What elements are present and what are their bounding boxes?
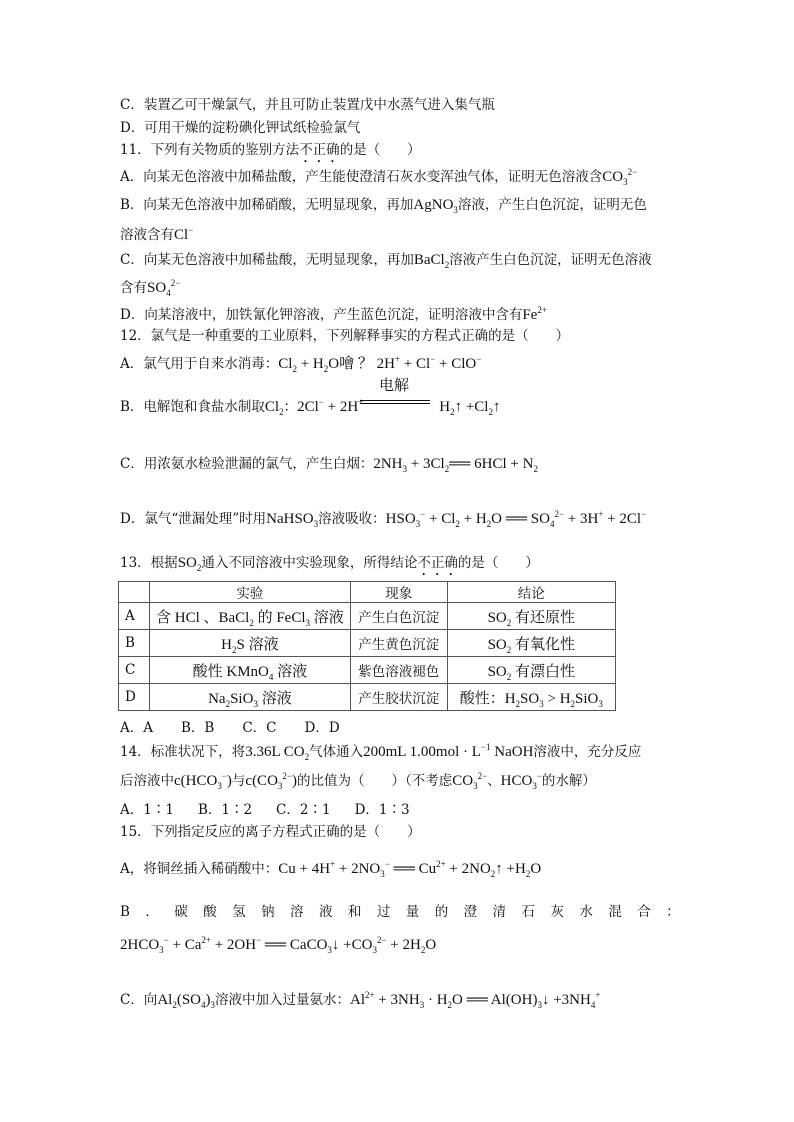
table-row xyxy=(119,684,616,711)
phenomenon-cell: 产生胶状沉淀 xyxy=(350,684,447,711)
superscript: + xyxy=(598,509,604,519)
text-span: AgNO xyxy=(413,197,454,213)
text-span: 含有 xyxy=(120,280,147,296)
superscript: 2− xyxy=(376,935,387,945)
text-span xyxy=(413,197,458,213)
text-span: 混 xyxy=(608,904,622,920)
phenomenon-cell: 产生白色沉淀 xyxy=(350,603,447,630)
subscript: 2 xyxy=(444,260,450,270)
option-label: B．B xyxy=(181,720,215,736)
subscript: 2 xyxy=(304,752,310,762)
subscript: 2 xyxy=(450,407,455,417)
subscript: 2 xyxy=(196,563,202,573)
text-span: ↑ +H xyxy=(495,861,526,877)
superscript: − xyxy=(420,509,426,519)
text-span: 后溶液中 xyxy=(120,773,174,789)
text-span: Cu + 4H xyxy=(278,861,331,877)
text-span xyxy=(245,773,297,789)
text-span: O xyxy=(328,356,340,372)
text-span: O xyxy=(530,861,542,877)
subscript: 2 xyxy=(420,945,426,955)
conclusion-cell xyxy=(447,603,615,630)
text-span xyxy=(174,227,193,243)
text-span: + Cl xyxy=(400,356,431,372)
superscript: − xyxy=(384,859,390,869)
subscript: 2 xyxy=(279,407,284,417)
table-row xyxy=(119,630,616,657)
subscript: 3 xyxy=(277,781,283,791)
text-span: CO xyxy=(602,169,624,185)
subscript: 2 xyxy=(488,407,493,417)
conclusion-cell xyxy=(447,657,615,684)
text-span xyxy=(439,399,500,415)
text-span: ↑ xyxy=(492,399,501,415)
superscript: − xyxy=(318,397,324,407)
text-span: 的是（ ） xyxy=(339,142,421,158)
text-span: 灰 xyxy=(550,904,564,920)
option-label: D．D xyxy=(304,720,340,736)
text-span: + 3H xyxy=(564,511,599,527)
text-span: + Ca xyxy=(168,937,202,953)
subscript: 2 xyxy=(525,869,531,879)
text-span: 过 xyxy=(376,904,391,920)
text-span: + H xyxy=(296,356,324,372)
text-span: ． xyxy=(145,904,159,920)
row-label: D xyxy=(119,684,150,711)
text-span: 溶液含有 xyxy=(120,227,174,243)
option-10c xyxy=(120,95,495,115)
text-span: c(HCO xyxy=(174,773,218,789)
text-span: 澄 xyxy=(463,904,478,920)
conclusion-cell xyxy=(447,684,615,711)
text-span: 溶液吸收： xyxy=(318,511,386,527)
text-span: ： xyxy=(666,904,680,920)
option-label: D．1∶3 xyxy=(354,802,410,818)
subscript: 2 xyxy=(172,1000,177,1010)
superscript: 2− xyxy=(170,278,181,288)
row-label: A xyxy=(119,603,150,630)
spread-text xyxy=(120,902,680,922)
text-span: SO xyxy=(487,609,507,626)
question-14-options xyxy=(120,800,410,820)
text-span: 合 xyxy=(637,904,651,920)
text-span: SiO xyxy=(575,690,599,707)
text-span: ↓ +3NH xyxy=(541,992,591,1008)
text-span: 的 FeCl xyxy=(253,609,306,626)
text-span: 液 xyxy=(318,904,333,920)
subscript: 2 xyxy=(506,617,512,628)
text-span: 溶液中，充分反应 xyxy=(533,744,642,760)
text-span: 2Cl xyxy=(297,399,319,415)
question-12-stem xyxy=(120,326,569,346)
text-span xyxy=(278,861,541,877)
text-span: SiO xyxy=(230,690,254,707)
superscript: −1 xyxy=(480,742,491,752)
text-span: + 2OH xyxy=(210,937,257,953)
text-span: SO xyxy=(147,280,167,296)
question-15-stem xyxy=(120,822,421,842)
text-span: 碳 xyxy=(174,904,188,920)
subscript: 2 xyxy=(515,698,521,709)
subscript: 3 xyxy=(402,464,408,474)
text-span: 、 xyxy=(487,773,501,789)
subscript: 4 xyxy=(590,1000,596,1010)
question-13-stem xyxy=(120,553,539,579)
text-span: 溶液 xyxy=(273,663,308,680)
text-span: > H xyxy=(543,690,571,707)
text-span: H xyxy=(439,399,451,415)
text-span: O ══ Al(OH) xyxy=(452,992,538,1008)
text-span: 不正确 xyxy=(417,555,458,571)
text-span: SO xyxy=(520,690,540,707)
subscript: 4 xyxy=(549,519,555,529)
text-span xyxy=(147,280,180,296)
text-span xyxy=(602,169,637,185)
question-12-option-a xyxy=(120,354,481,374)
superscript: − xyxy=(163,935,169,945)
text-span: 和 xyxy=(347,904,362,920)
text-span: Na xyxy=(208,690,226,707)
text-span: 溶 xyxy=(290,904,304,920)
text-span: B．向某无色溶液中加稀硝酸，无明显现象，再加 xyxy=(120,197,414,213)
text-span: 溶液 xyxy=(257,690,292,707)
subscript: 3 xyxy=(327,945,332,955)
text-span: Al xyxy=(350,992,366,1008)
subscript: 4 xyxy=(201,1000,206,1010)
text-span: + 2H xyxy=(323,399,359,415)
subscript: 4 xyxy=(268,671,274,682)
text-span: D．向某溶液中，加铁氰化钾溶液，产生蓝色沉淀，证明溶液中含有 xyxy=(120,307,523,323)
text-span: SO xyxy=(177,555,197,571)
experiment-cell xyxy=(150,603,351,630)
subscript: 3 xyxy=(313,519,319,529)
question-15-option-a xyxy=(120,859,541,879)
question-15-option-c xyxy=(120,990,600,1010)
text-span: S 溶液 xyxy=(236,636,279,653)
question-11-option-c xyxy=(120,250,652,270)
text-span xyxy=(278,356,481,372)
question-11-option-b xyxy=(120,195,647,215)
subscript: 2 xyxy=(444,464,450,474)
subscript: 2 xyxy=(232,644,237,655)
superscript: − xyxy=(430,354,436,364)
text-span: 的是（ ） xyxy=(457,555,539,571)
experiment-table xyxy=(118,581,616,711)
superscript: 2+ xyxy=(365,990,375,1000)
text-span xyxy=(119,582,616,711)
subscript: 3 xyxy=(532,781,537,791)
text-span: ) xyxy=(226,773,232,789)
text-span: + 2H xyxy=(386,937,421,953)
text-span: 200mL 1.00mol · L xyxy=(363,744,481,760)
superscript: − xyxy=(221,771,227,781)
text-span xyxy=(363,744,533,760)
text-span: 酸性 KMnO xyxy=(192,663,269,680)
superscript: − xyxy=(476,354,482,364)
text-span: 2H xyxy=(372,356,395,372)
text-span: 钠 xyxy=(261,904,275,920)
text-span: ══ CaCO xyxy=(261,937,328,953)
text-span xyxy=(266,511,318,527)
phenomenon-cell: 紫色溶液褪色 xyxy=(350,657,447,684)
superscript: + xyxy=(394,354,401,364)
superscript: + xyxy=(595,990,601,1000)
text-span xyxy=(522,307,547,323)
option-label: A．1∶1 xyxy=(120,802,174,818)
text-span: NaHSO xyxy=(266,511,314,527)
text-span: (SO xyxy=(176,992,202,1008)
text-span: 3.36L CO xyxy=(245,744,305,760)
text-span: c(CO xyxy=(245,773,278,789)
subscript: 4 xyxy=(166,288,171,298)
superscript: 2− xyxy=(477,771,488,781)
text-span xyxy=(501,773,542,789)
question-13-options xyxy=(120,718,340,738)
text-span xyxy=(178,555,202,571)
superscript: − xyxy=(188,225,194,235)
subscript: 3 xyxy=(419,1000,425,1010)
text-span: SO xyxy=(487,663,507,680)
superscript: 2− xyxy=(627,167,638,177)
text-span: 的比值为（ ）（不考虑 xyxy=(296,773,453,789)
subscript: 3 xyxy=(539,698,544,709)
text-span: 有还原性 xyxy=(511,609,576,626)
question-11-option-b-cont xyxy=(120,225,193,245)
subscript: 2 xyxy=(570,698,576,709)
text-span: C．装置乙可干燥氯气，并且可防止装置戊中水蒸气进入集气瓶 xyxy=(120,97,495,113)
question-15-option-b-equation xyxy=(120,935,436,955)
question-11-option-a xyxy=(120,167,637,187)
superscript: − xyxy=(536,771,542,781)
text-span: ： xyxy=(283,399,298,415)
text-span: O xyxy=(425,937,437,953)
row-label: B xyxy=(119,630,150,657)
electrolysis-condition: 电解 xyxy=(378,376,409,394)
question-14-stem xyxy=(120,742,641,762)
subscript: 3 xyxy=(453,205,458,215)
text-span: Fe xyxy=(522,307,538,323)
question-11-stem xyxy=(120,140,421,166)
subscript: 3 xyxy=(372,945,377,955)
text-span: A．氯气用于自来水消毒： xyxy=(120,356,279,372)
text-span: B．电解饱和食盐水制取 xyxy=(120,399,265,415)
subscript: 2 xyxy=(486,519,492,529)
text-span xyxy=(120,937,436,953)
question-15-option-b xyxy=(120,902,680,922)
text-span: + ClO xyxy=(435,356,477,372)
text-span: 酸 xyxy=(203,904,217,920)
text-span: Cl xyxy=(264,399,280,415)
superscript: + xyxy=(330,859,336,869)
text-span: 水 xyxy=(579,904,593,920)
text-span: A，将铜丝插入稀硝酸中： xyxy=(120,861,279,877)
experiment-cell xyxy=(150,684,351,711)
subscript: 3 xyxy=(537,1000,542,1010)
table-header-cell xyxy=(119,582,150,603)
text-span: 有漂白性 xyxy=(511,663,576,680)
text-span: 的 xyxy=(434,904,449,920)
text-span xyxy=(297,399,363,415)
subscript: 3 xyxy=(598,698,603,709)
text-span: 2NH xyxy=(373,456,403,472)
text-span: 12．氯气是一种重要的工业原料，下列解释事实的方程式正确的是（ ） xyxy=(120,328,570,344)
text-span: + 2NO xyxy=(335,861,381,877)
text-span: + H xyxy=(459,511,487,527)
text-span: ↑ +Cl xyxy=(454,399,489,415)
text-span: 溶液中加入过量氨水： xyxy=(215,992,351,1008)
subscript: 2 xyxy=(490,869,496,879)
text-span: 14．标准状况下，将 xyxy=(120,744,246,760)
subscript: 2 xyxy=(292,364,297,374)
text-span: ) xyxy=(205,992,211,1008)
subscript: 2 xyxy=(225,698,231,709)
subscript: 3 xyxy=(415,519,421,529)
text-span: ↓ +CO xyxy=(331,937,373,953)
experiment-cell xyxy=(150,657,351,684)
text-span: + 3NH xyxy=(374,992,420,1008)
text-span: 酸性：H xyxy=(459,690,516,707)
phenomenon-cell: 产生黄色沉淀 xyxy=(350,630,447,657)
table-header-cell: 结论 xyxy=(447,582,615,603)
text-span xyxy=(414,252,449,268)
subscript: 2 xyxy=(506,671,512,682)
text-span xyxy=(245,744,309,760)
subscript: 3 xyxy=(623,177,628,187)
text-span: 溶液产生白色沉淀，证明无色溶液 xyxy=(449,252,652,268)
question-11-option-c-cont xyxy=(120,278,180,298)
text-span: ══ 6HCl + N xyxy=(449,456,534,472)
text-span: 量 xyxy=(405,904,420,920)
superscript: − xyxy=(641,509,647,519)
subscript: 3 xyxy=(217,781,222,791)
text-span: 溶液，产生白色沉淀，证明无色 xyxy=(457,197,647,213)
question-12-option-c xyxy=(120,454,538,474)
text-span: 与 xyxy=(231,773,246,789)
subscript: 2 xyxy=(249,617,254,628)
table-row xyxy=(119,603,616,630)
text-span: 2HCO xyxy=(120,937,160,953)
superscript: 2+ xyxy=(537,305,547,315)
text-span: 清 xyxy=(492,904,507,920)
subscript: 3 xyxy=(210,1000,216,1010)
subscript: 3 xyxy=(380,869,385,879)
text-span: H xyxy=(221,636,233,653)
text-span: C．向某无色溶液中加稀盐酸，无明显现象，再加 xyxy=(120,252,414,268)
text-span: ) xyxy=(291,773,297,789)
text-span: + 2NO xyxy=(445,861,491,877)
option-label: A．A xyxy=(120,720,153,736)
subscript: 2 xyxy=(533,464,538,474)
subscript: 2 xyxy=(506,644,512,655)
text-span: Cl xyxy=(278,356,293,372)
subscript: 3 xyxy=(473,781,478,791)
text-span: 15．下列指定反应的离子方程式正确的是（ ） xyxy=(120,824,421,840)
text-span xyxy=(386,511,646,527)
text-span xyxy=(265,399,284,415)
superscript: 2+ xyxy=(201,935,211,945)
superscript: 2− xyxy=(282,771,292,781)
text-span: ══ Cu xyxy=(389,861,437,877)
text-span: O ══ SO xyxy=(491,511,550,527)
text-span: + Cl xyxy=(425,511,456,527)
option-label: C．2∶1 xyxy=(276,802,331,818)
text-span: Cl xyxy=(174,227,189,243)
text-span: 13．根据 xyxy=(120,555,178,571)
row-label: C xyxy=(119,657,150,684)
subscript: 3 xyxy=(159,945,164,955)
option-label: B．1∶2 xyxy=(197,802,253,818)
table-header-cell: 现象 xyxy=(350,582,447,603)
table-header-cell: 实验 xyxy=(150,582,351,603)
text-span: NaOH xyxy=(490,744,534,760)
text-span: B xyxy=(120,904,130,920)
text-span: · H xyxy=(424,992,448,1008)
subscript: 3 xyxy=(305,617,311,628)
text-span: 石 xyxy=(521,904,536,920)
text-span: 含 HCl 、BaCl xyxy=(156,609,250,626)
superscript: 2− xyxy=(554,509,565,519)
table-header-row xyxy=(119,582,616,603)
text-span: HSO xyxy=(385,511,416,527)
question-12-option-d xyxy=(120,509,646,529)
superscript: 2+ xyxy=(436,859,446,869)
text-span: HCO xyxy=(500,773,533,789)
superscript: − xyxy=(256,935,262,945)
text-span xyxy=(157,992,215,1008)
text-span: 不正确 xyxy=(299,142,340,158)
text-span: 通入不同溶液中实验现象，所得结论 xyxy=(201,555,418,571)
subscript: 2 xyxy=(447,1000,453,1010)
text-span: C．用浓氨水检验泄漏的氯气，产生白烟： xyxy=(120,456,374,472)
text-span xyxy=(373,456,538,472)
text-span: A．向某无色溶液中加稀盐酸，产生能使澄清石灰水变浑浊气体，证明无色溶液含 xyxy=(120,169,603,185)
text-span: C．向 xyxy=(120,992,158,1008)
text-span: 溶液 xyxy=(310,609,344,626)
conclusion-cell xyxy=(447,630,615,657)
text-span: Al xyxy=(157,992,173,1008)
text-span: + 2Cl xyxy=(603,511,642,527)
experiment-cell xyxy=(150,630,351,657)
text-span: 噲 ？ xyxy=(339,356,373,372)
subscript: 2 xyxy=(455,519,460,529)
text-span xyxy=(174,773,232,789)
table-row xyxy=(119,657,616,684)
text-span: 的水解） xyxy=(541,773,596,789)
subscript: 2 xyxy=(323,364,329,374)
question-14-stem-cont xyxy=(120,771,596,791)
text-span: SO xyxy=(487,636,507,653)
text-span: 有氧化性 xyxy=(511,636,576,653)
text-span xyxy=(350,992,600,1008)
option-label: C．C xyxy=(242,720,277,736)
question-11-option-d xyxy=(120,305,547,325)
superscript: + xyxy=(358,397,364,407)
text-span: 氢 xyxy=(232,904,246,920)
text-span: 气体通入 xyxy=(309,744,364,760)
question-12-option-b xyxy=(120,397,500,417)
text-span: 11．下列有关物质的鉴别方法 xyxy=(120,142,300,158)
text-span: D．可用干燥的淀粉碘化钾试纸检验氯气 xyxy=(120,120,361,136)
text-span xyxy=(452,773,487,789)
text-span: D．氯气“泄漏处理”时用 xyxy=(120,511,267,527)
option-10d xyxy=(120,118,360,138)
text-span: BaCl xyxy=(413,252,445,268)
text-span: CO xyxy=(452,773,474,789)
text-span: + 3Cl xyxy=(407,456,445,472)
subscript: 3 xyxy=(253,698,258,709)
